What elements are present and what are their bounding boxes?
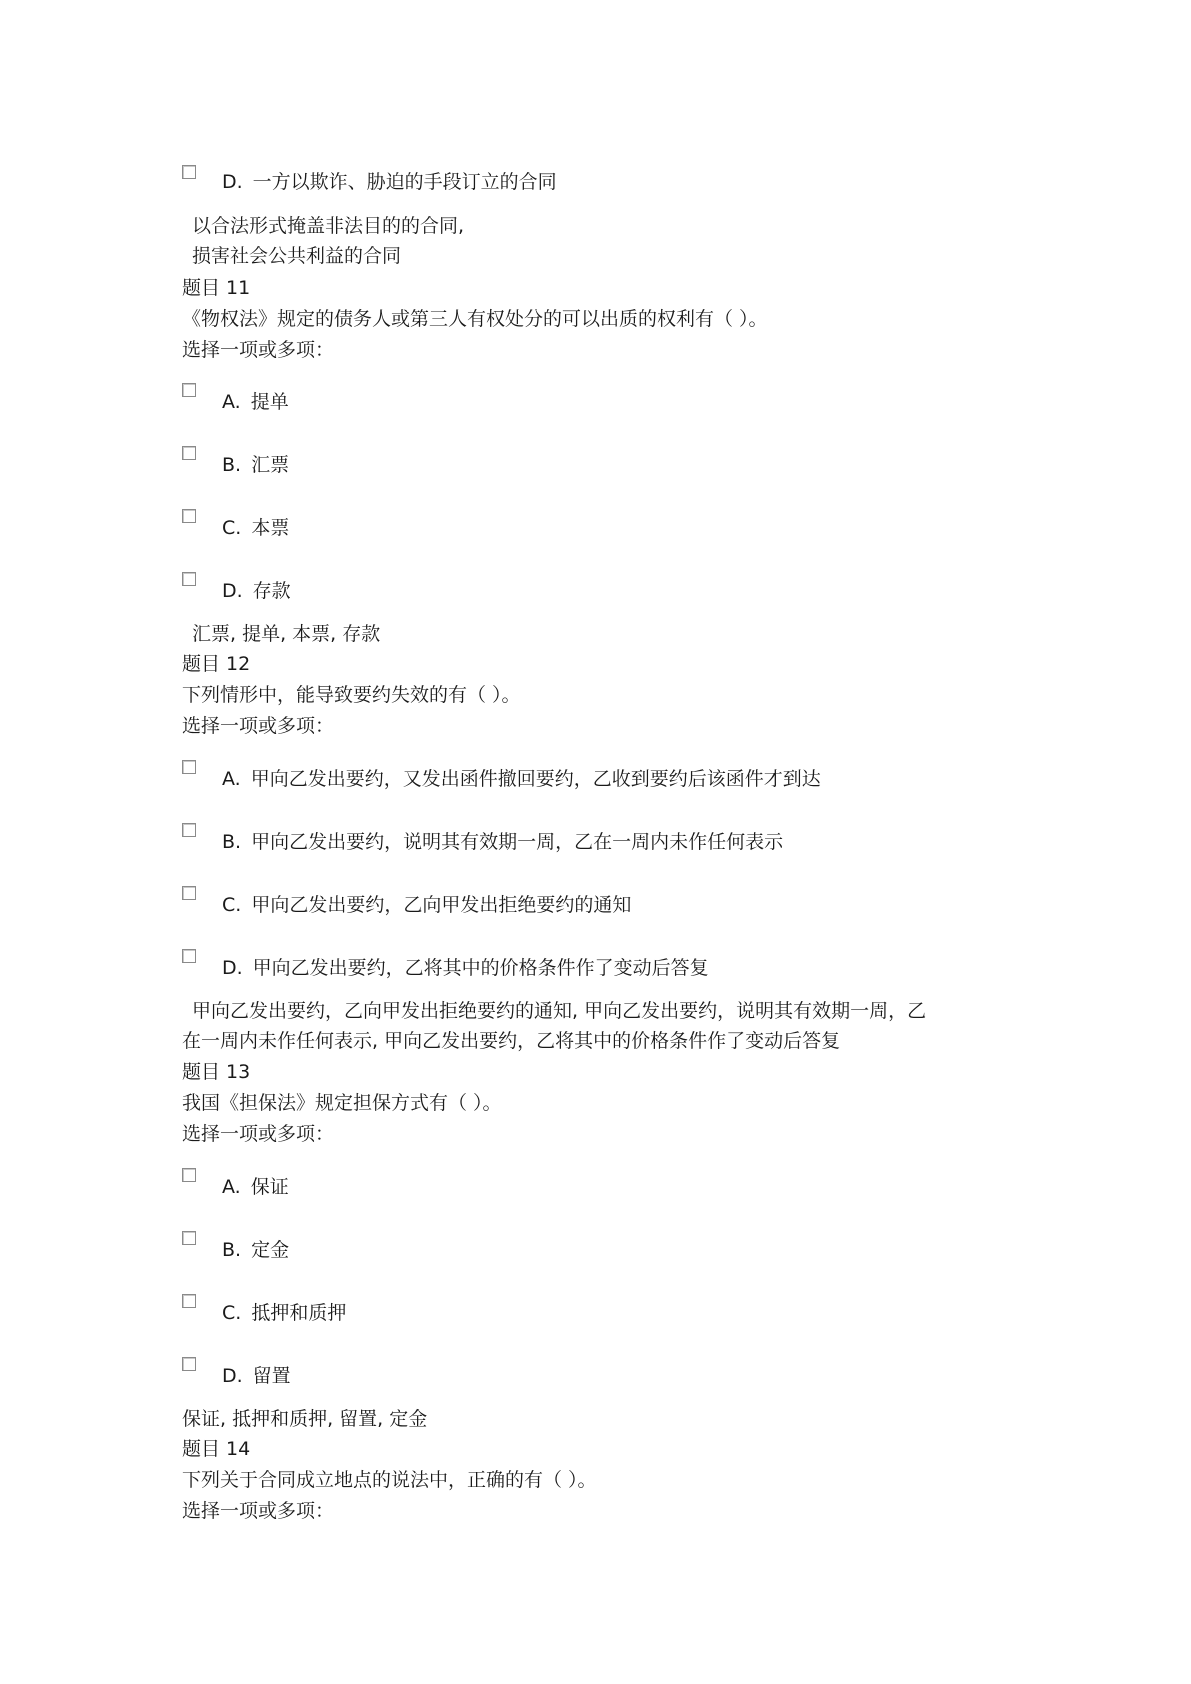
question-stem: 我国《担保法》规定担保方式有（ ）。 [182, 1092, 502, 1114]
option-text: 甲向乙发出要约，说明其有效期一周，乙在一周内未作任何表示 [251, 831, 784, 853]
answer-line: 损害社会公共利益的合同 [192, 245, 402, 267]
question-prompt: 选择一项或多项： [182, 1500, 335, 1522]
question-title: 题目 13 [182, 1061, 251, 1083]
option-letter: A. [222, 391, 241, 413]
option-letter: B. [222, 454, 242, 476]
option-checkbox[interactable] [182, 572, 196, 586]
option-a [222, 1175, 289, 1199]
option-text: 甲向乙发出要约，乙向甲发出拒绝要约的通知 [251, 894, 632, 916]
option-letter: A. [222, 768, 241, 790]
option-letter: B. [222, 1239, 242, 1261]
option-letter: D. [222, 957, 243, 979]
question-title: 题目 12 [182, 653, 251, 675]
option-checkbox[interactable] [182, 1231, 196, 1245]
option-letter: D. [222, 171, 243, 193]
option-letter: C. [222, 1302, 242, 1324]
question-title: 题目 11 [182, 277, 251, 299]
option-b [222, 1238, 289, 1262]
answer-line: 保证, 抵押和质押, 留置, 定金 [182, 1408, 428, 1430]
question-prompt: 选择一项或多项： [182, 339, 335, 361]
option-d [222, 1364, 291, 1388]
answer-line: 在一周内未作任何表示, 甲向乙发出要约，乙将其中的价格条件作了变动后答复 [182, 1030, 841, 1052]
option-c [222, 893, 631, 917]
option-checkbox[interactable] [182, 760, 196, 774]
option-c [222, 1301, 346, 1325]
option-text: 保证 [250, 1176, 289, 1198]
option-letter: C. [222, 894, 242, 916]
question-stem: 下列关于合同成立地点的说法中，正确的有（ ）。 [182, 1469, 597, 1491]
option-checkbox[interactable] [182, 446, 196, 460]
question-stem: 《物权法》规定的债务人或第三人有权处分的可以出质的权利有（ ）。 [182, 308, 768, 330]
option-d [222, 170, 557, 194]
answer-line: 甲向乙发出要约，乙向甲发出拒绝要约的通知, 甲向乙发出要约，说明其有效期一周，乙 [192, 1000, 927, 1022]
option-d [222, 579, 291, 603]
question-stem: 下列情形中，能导致要约失效的有（ ）。 [182, 684, 521, 706]
option-text: 留置 [252, 1365, 291, 1387]
option-c [222, 516, 289, 540]
option-checkbox[interactable] [182, 383, 196, 397]
option-checkbox[interactable] [182, 949, 196, 963]
option-checkbox[interactable] [182, 165, 196, 179]
option-checkbox[interactable] [182, 509, 196, 523]
option-text: 抵押和质押 [251, 1302, 347, 1324]
option-d [222, 956, 709, 980]
option-letter: C. [222, 517, 242, 539]
option-checkbox[interactable] [182, 823, 196, 837]
option-a [222, 390, 289, 414]
question-title: 题目 14 [182, 1438, 251, 1460]
option-text: 提单 [250, 391, 289, 413]
question-prompt: 选择一项或多项： [182, 1123, 335, 1145]
answer-line: 以合法形式掩盖非法目的的合同, [192, 215, 465, 237]
option-letter: D. [222, 1365, 243, 1387]
option-text: 存款 [252, 580, 291, 602]
option-checkbox[interactable] [182, 1168, 196, 1182]
option-checkbox[interactable] [182, 1294, 196, 1308]
option-text: 甲向乙发出要约，乙将其中的价格条件作了变动后答复 [252, 957, 709, 979]
option-b [222, 830, 783, 854]
option-text: 一方以欺诈、胁迫的手段订立的合同 [252, 171, 557, 193]
option-b [222, 453, 289, 477]
option-letter: B. [222, 831, 242, 853]
option-text: 甲向乙发出要约，又发出函件撤回要约，乙收到要约后该函件才到达 [250, 768, 821, 790]
answer-line: 汇票, 提单, 本票, 存款 [192, 623, 381, 645]
question-prompt: 选择一项或多项： [182, 715, 335, 737]
option-text: 本票 [251, 517, 290, 539]
option-checkbox[interactable] [182, 1357, 196, 1371]
option-text: 汇票 [251, 454, 290, 476]
option-text: 定金 [251, 1239, 290, 1261]
option-a [222, 767, 821, 791]
option-letter: A. [222, 1176, 241, 1198]
option-checkbox[interactable] [182, 886, 196, 900]
option-letter: D. [222, 580, 243, 602]
